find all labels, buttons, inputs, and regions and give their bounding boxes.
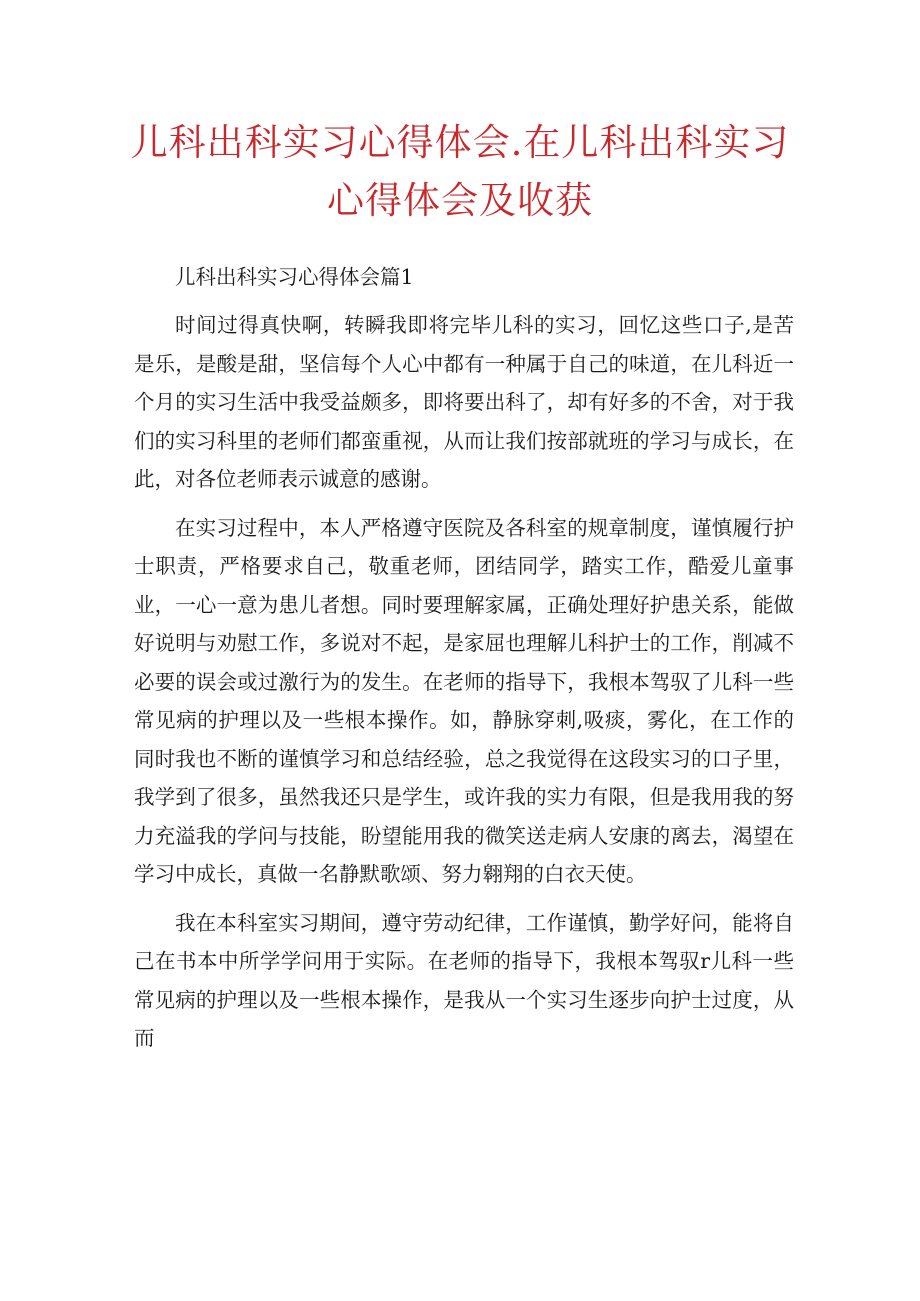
section-heading: 儿科出科实习心得体会篇1 xyxy=(175,265,414,289)
paragraph-2: 在实习过程中，本人严格遵守医院及各科室的规章制度，谨慎履行护士职责，严格要求自己，敬重老师，团结同学，踏实工作，酷爱儿童事业，一心一意为患儿者想。同时要理解家属，正确处理好护患关系，能做好说明与劝慰工作，多说对不起，是家屈也理解儿科护士的工作，削减不必要的误会或过激行为的发生。在老师的指导下，我根本驾驭了儿科一些常见病的护理以及一些根本操作。如，静脉穿刺,吸痰，雾化，在工作的同时我也不断的谨慎学习和总结经验，总之我觉得在这段实习的口子里，我学到了很多，虽然我还只是学生，或许我的实力有限，但是我用我的努力充溢我的学问与技能，盼望能用我的微笑送走病人安康的离去，渴望在学习中成长，真做一名静默歌颂、努力翱翔的白衣天使。 xyxy=(134,515,794,886)
document-body xyxy=(134,258,794,1068)
document-title: 儿科出科实习心得体会.在儿科出科实习心得体会及收获 xyxy=(130,121,790,222)
paragraph-1: 时间过得真快啊，转瞬我即将完毕儿科的实习，回忆这些口子,是苦是乐，是酸是甜，坚信每个人心中都有一种属于自己的味道，在儿科近一个月的实习生活中我受益颇多，即将要出科了，却有好多的不舍，对于我们的实习科里的老师们都蛮重视，从而让我们按部就班的学习与成长，在此，对各位老师表示诚意的感谢。 xyxy=(134,313,794,491)
paragraph-3: 我在本科室实习期间，遵守劳动纪律，工作谨慎，勤学好问，能将自己在书本中所学学问用于实际。在老师的指导下，我根本驾驭r儿科一些常见病的护理以及一些根本操作，是我从一个实习生逐步向护士过度，从而 xyxy=(134,910,794,1050)
